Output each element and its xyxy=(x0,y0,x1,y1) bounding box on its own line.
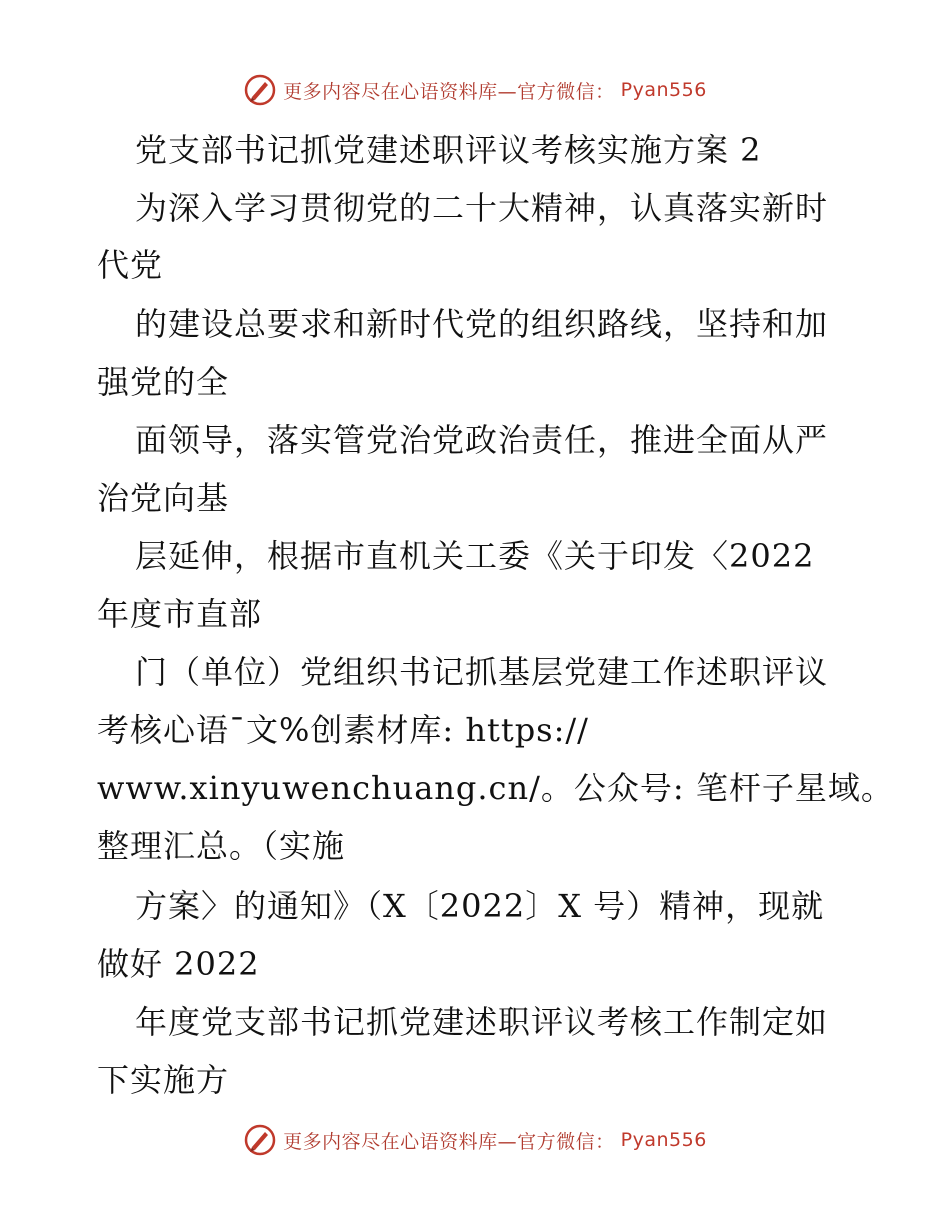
paragraph-line: www.xinyuwenchuang.cn/。公众号: 笔杆子星域。 xyxy=(97,769,894,807)
paragraph-line: 的建设总要求和新时代党的组织路线，坚持和加 xyxy=(135,305,829,343)
paragraph-line: 强党的全 xyxy=(97,363,230,401)
watermark-text: 更多内容尽在心语资料库—官方微信： xyxy=(283,80,615,103)
watermark-footer xyxy=(0,1120,950,1160)
paragraph-line: 治党向基 xyxy=(97,479,230,517)
pen-logo-icon xyxy=(243,1123,277,1157)
paragraph-line: 门（单位）党组织书记抓基层党建工作述职评议 xyxy=(135,653,829,691)
paragraph-line: 考核心语¯文%创素材库: https:// xyxy=(97,711,589,749)
paragraph-line: 层延伸，根据市直机关工委《关于印发〈2022 xyxy=(135,537,815,575)
paragraph-line: 年度党支部书记抓党建述职评议考核工作制定如 xyxy=(135,1003,829,1041)
paragraph-line: 年度市直部 xyxy=(97,595,263,633)
pen-logo-icon xyxy=(243,73,277,107)
watermark-text: 更多内容尽在心语资料库—官方微信： xyxy=(283,1130,615,1153)
paragraph-line: 代党 xyxy=(97,246,164,284)
watermark-header xyxy=(0,70,950,110)
paragraph-line: 下实施方 xyxy=(97,1061,230,1099)
document-title: 党支部书记抓党建述职评议考核实施方案 2 xyxy=(135,131,762,169)
paragraph-line: 方案〉的通知》（X〔2022〕X 号）精神，现就 xyxy=(135,887,825,925)
watermark-handle: Pyan556 xyxy=(620,1129,707,1151)
paragraph-line: 做好 2022 xyxy=(97,945,260,983)
paragraph-line: 面领导，落实管党治党政治责任，推进全面从严 xyxy=(135,421,829,459)
paragraph-line: 整理汇总。（实施 xyxy=(97,827,346,865)
watermark-handle: Pyan556 xyxy=(620,79,707,101)
paragraph-line: 为深入学习贯彻党的二十大精神，认真落实新时 xyxy=(135,189,829,227)
